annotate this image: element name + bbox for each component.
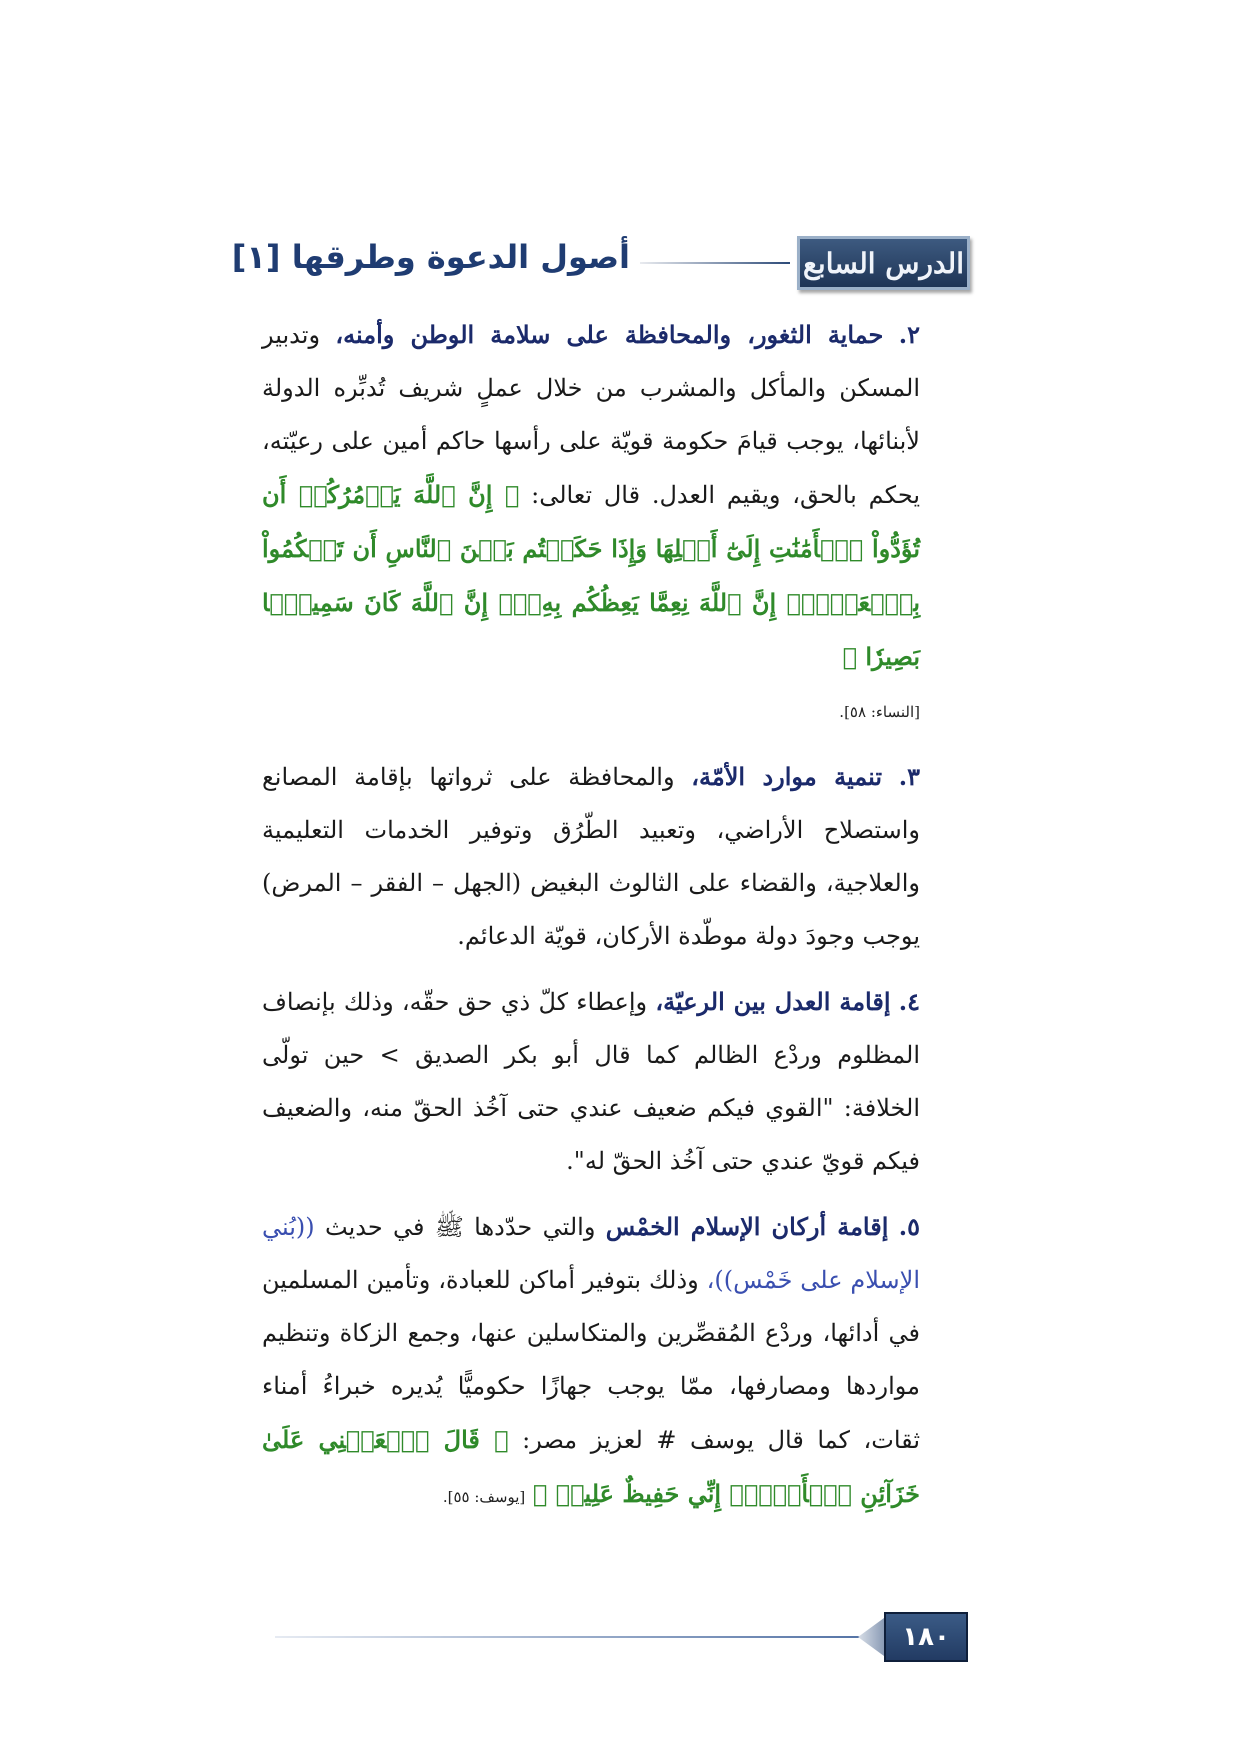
- item-number: ٥.: [898, 1212, 920, 1241]
- page-title: أصول الدعوة وطرقها [١]: [231, 238, 630, 276]
- list-item: [262, 975, 920, 1188]
- lesson-label-box: [797, 236, 970, 290]
- item-number: ٣.: [898, 762, 920, 791]
- footer-divider: [275, 1636, 885, 1638]
- item-lead: إقامة أركان الإسلام الخمْس: [605, 1212, 889, 1241]
- item-text: والمحافظة على ثرواتها بإقامة المصانع واستصلاح الأراضي، وتعبيد الطّرُق وتوفير الخدمات التعليمية والعلاجية، والقضاء على الثالوث البغيض (الجهل – الفقر – المرض) يوجب وجودَ دولة موطّدة الأركان، قويّة الدعائم.: [262, 763, 920, 950]
- list-item: [262, 750, 920, 963]
- verse-reference: [يوسف: ٥٥].: [442, 1488, 526, 1506]
- item-number: ٤.: [898, 987, 920, 1016]
- item-text: وذلك بتوفير أماكن للعبادة، وتأمين المسلمين في أدائها، وردْع المُقصِّرين والمتكاسلين عنها، وجمع الزكاة وتنظيم مواردها ومصارفها، ممّا يوجب جهازًا حكوميًّا يُديره خبراءُ أمناء ثقات، كما قال يوسف # لعزيز مصر:: [262, 1266, 920, 1454]
- page-number: ١٨٠: [902, 1622, 950, 1652]
- item-lead: تنمية موارد الأمّة،: [691, 762, 883, 791]
- item-lead: إقامة العدل بين الرعيّة،: [655, 987, 891, 1016]
- list-item: [262, 308, 920, 684]
- item-lead: حماية الثغور، والمحافظة على سلامة الوطن وأمنه،: [335, 320, 884, 349]
- item-text: وإعطاء كلّ ذي حق حقّه، وذلك بإنصاف المظلوم وردْع الظالم كما قال أبو بكر الصديق > حين تولّى الخلافة: "القوي فيكم ضعيف عندي حتى آخُذ الحقّ منه، والضعيف فيكم قويّ عندي حتى آخُذ الحقّ له".: [262, 988, 920, 1175]
- quran-verse: ﴿ إِنَّ ٱللَّهَ يَأۡمُرُكُمۡ أَن تُؤَدُّواْ ٱلۡأَمَٰنَٰتِ إِلَىٰٓ أَهۡلِهَا وَإِذَا حَكَمۡتُم بَيۡنَ ٱلنَّاسِ أَن تَحۡكُمُواْ بِٱلۡعَدۡلِۚ إِنَّ ٱللَّهَ نِعِمَّا يَعِظُكُم بِهِۦٓۗ إِنَّ ٱللَّهَ كَانَ سَمِيعَۢا بَصِيرٗا ﴾: [262, 480, 921, 671]
- footer-chevron-icon: [858, 1618, 884, 1656]
- page-content: [262, 308, 920, 1536]
- lesson-label: الدرس السابع: [803, 246, 964, 280]
- list-item: [262, 1200, 920, 1524]
- page-number-box: [884, 1612, 968, 1662]
- item-text: والتي حدّدها ﷺ في حديث: [325, 1213, 596, 1241]
- item-text: وتدبير المسكن والمأكل والمشرب من خلال عملٍ شريف تُدبِّره الدولة لأبنائها، يوجب قيامَ حكومة قويّة على رأسها حاكم أمين على رعيّته، يحكم بالحق، ويقيم العدل. قال تعالى:: [262, 321, 920, 509]
- verse-reference: [النساء: ٥٨].: [839, 703, 920, 721]
- hadith-quote: ((بُني الإسلام على خَمْس))،: [262, 1213, 920, 1294]
- item-number: ٢.: [898, 320, 920, 349]
- quran-verse: ﴿ قَالَ ٱجۡعَلۡنِي عَلَىٰ خَزَآئِنِ ٱلۡأَرۡضِۖ إِنِّي حَفِيظٌ عَلِيمٞ ﴾: [262, 1425, 920, 1508]
- header-divider: [640, 262, 790, 264]
